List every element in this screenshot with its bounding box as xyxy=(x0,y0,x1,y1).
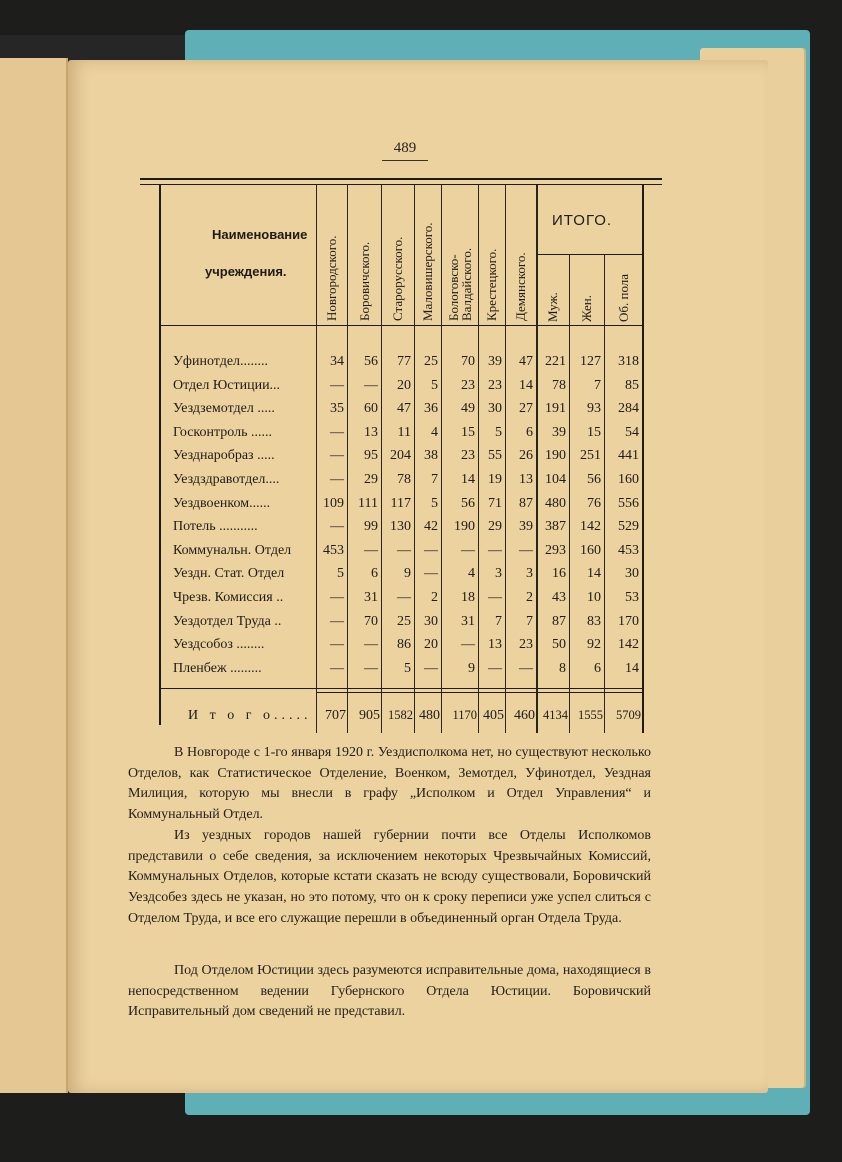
table-top-rule xyxy=(140,178,662,180)
table-cell: 104 xyxy=(545,472,566,487)
table-cell: 5 xyxy=(495,424,502,440)
table-cell: 453 xyxy=(323,542,344,558)
total-cell: 1555 xyxy=(578,708,603,722)
itogo-header-rule xyxy=(536,254,642,255)
column-header-6: Демянского. xyxy=(513,252,528,321)
table-cell: — xyxy=(488,590,502,605)
table-cell: — xyxy=(330,448,344,464)
table-cell: 6 xyxy=(526,424,533,440)
column-header-1: Боровичского. xyxy=(356,241,372,321)
table-cell: 70 xyxy=(364,613,378,629)
table-cell: 15 xyxy=(461,424,475,440)
table-cell: 204 xyxy=(390,448,411,464)
table-cell: 130 xyxy=(390,519,411,535)
table-cell: 3 xyxy=(495,566,502,582)
row-label: Уездотдел Труда .. xyxy=(173,613,282,629)
total-cell: 707 xyxy=(325,708,346,723)
paragraph-3: Под Отделом Юстиции здесь разумеются исправительные дома, находящиеся в непосредственном ведении Губернского Отдела Юстиции. Боровичский Исправительный дом сведений не представил. xyxy=(128,963,651,1020)
table-cell: — xyxy=(330,660,344,676)
table-cell: 42 xyxy=(424,519,438,535)
table-cell: 70 xyxy=(461,354,475,369)
table-cell: 85 xyxy=(625,377,639,393)
table-cell: 8 xyxy=(559,660,566,676)
table-cell: 49 xyxy=(461,401,475,417)
table-cell: 318 xyxy=(618,354,639,369)
table-cell: 221 xyxy=(545,354,566,369)
table-cell: 10 xyxy=(587,590,601,605)
table-cell: 34 xyxy=(330,354,344,369)
table-cell: 30 xyxy=(625,566,639,582)
table-cell: 71 xyxy=(488,495,502,511)
table-cell: 56 xyxy=(461,495,475,511)
table-cell: 191 xyxy=(545,401,566,417)
total-cell: 1170 xyxy=(452,708,477,722)
table-cell: 9 xyxy=(404,566,411,582)
table-cell: — xyxy=(330,590,344,605)
total-cell: 4134 xyxy=(543,708,568,722)
table-cell: 14 xyxy=(519,377,533,393)
total-label: И т о г о..... xyxy=(188,708,312,723)
table-cell: — xyxy=(424,660,438,676)
table-cell: 55 xyxy=(488,448,502,464)
column-header-2: Старорусского. xyxy=(390,236,405,321)
table-cell: 160 xyxy=(580,542,601,558)
table-cell: 19 xyxy=(488,472,502,487)
table-cell: 27 xyxy=(519,401,533,417)
table-cell: 15 xyxy=(587,424,601,440)
table-cell: 142 xyxy=(618,637,639,653)
paragraph-1: В Новгороде с 1-го января 1920 г. Уездисполкома нет, но существуют несколько Отделов, как Статистическое Отделение, Военком, Земотдел, Уфинотдел, Уездная Милиция, которую мы внесли в графу „Исполком и Отдел Управления“ и Коммунальный Отдел. xyxy=(128,745,651,823)
table-cell: — xyxy=(397,590,411,605)
row-label: Уезднаробраз ..... xyxy=(173,448,275,464)
table-cell: 14 xyxy=(625,660,639,676)
table-cell: 23 xyxy=(488,377,502,393)
table-cell: — xyxy=(519,660,533,676)
row-label: Уездн. Стат. Отдел xyxy=(173,566,285,582)
itogo-subheader-1: Жен. xyxy=(579,295,594,322)
table-cell: 78 xyxy=(397,472,411,487)
table-cell: 78 xyxy=(552,377,566,393)
table-cell: 453 xyxy=(618,542,639,558)
table-cell: 529 xyxy=(618,519,639,535)
table-cell: 13 xyxy=(364,424,378,440)
table-cell: 5 xyxy=(337,566,344,582)
table-cell: — xyxy=(330,377,344,393)
row-label: Чрезв. Комиссия .. xyxy=(173,590,284,605)
table-cell: 7 xyxy=(495,613,502,629)
table-cell: 83 xyxy=(587,613,601,629)
table-cell: — xyxy=(330,424,344,440)
table-cell: 93 xyxy=(587,401,601,417)
table-cell: 25 xyxy=(424,354,438,369)
row-label: Коммунальн. Отдел xyxy=(173,542,292,558)
table-cell: 16 xyxy=(552,566,566,582)
table-cell: 39 xyxy=(488,354,502,369)
table-cell: 47 xyxy=(397,401,411,417)
table-cell: 76 xyxy=(587,495,601,511)
table-cell: 117 xyxy=(390,495,411,511)
total-cell: 405 xyxy=(483,708,504,723)
left-page-edge xyxy=(0,58,68,1093)
table-cell: — xyxy=(461,637,475,653)
table-cell: — xyxy=(488,542,502,558)
total-cell: 460 xyxy=(514,708,535,723)
paragraph-2: Из уездных городов нашей губернии почти все Отделы Исполкомов представили о себе сведения, за исключением некоторых Чрезвычайных Комиссий, Коммунальных Отделов, которые кстати сказать не всюду существовали, Боровичский Уездсобез здесь не указан, но это потому, что он к сроку переписи уже успел слиться с Отделом Труда, и все его служащие перешли в объединенный орган Отдела Труда. xyxy=(128,828,651,926)
table-cell: 56 xyxy=(364,354,378,369)
table-cell: 29 xyxy=(364,472,378,487)
table-cell: 9 xyxy=(468,660,475,676)
table-cell: 26 xyxy=(519,448,533,464)
table-cell: 25 xyxy=(397,613,411,629)
table-cell: 109 xyxy=(323,495,344,511)
page-number: 489 xyxy=(393,140,417,156)
table-cell: — xyxy=(330,472,344,487)
table-cell: 293 xyxy=(545,542,566,558)
row-label: Уездвоенком...... xyxy=(173,495,271,511)
table-cell: 30 xyxy=(424,613,438,629)
row-label: Уфинотдел........ xyxy=(173,354,269,369)
table-cell: 127 xyxy=(580,354,601,369)
table-cell: 13 xyxy=(519,472,533,487)
table-right-border xyxy=(642,185,644,733)
table-cell: 23 xyxy=(461,448,475,464)
row-label: Уездземотдел ..... xyxy=(173,401,275,417)
table-cell: — xyxy=(519,542,533,558)
table-cell: — xyxy=(397,542,411,558)
row-label: Уездздравотдел.... xyxy=(173,472,280,487)
table-cell: 54 xyxy=(625,424,639,440)
table-cell: 142 xyxy=(580,519,601,535)
table-cell: 441 xyxy=(618,448,639,464)
table-cell: 6 xyxy=(371,566,378,582)
table-cell: 31 xyxy=(461,613,475,629)
table-cell: 190 xyxy=(454,519,475,535)
table-cell: 556 xyxy=(618,495,639,511)
table-cell: 95 xyxy=(364,448,378,464)
table-cell: — xyxy=(330,519,344,535)
table-cell: 190 xyxy=(545,448,566,464)
table-cell: 4 xyxy=(431,424,438,440)
table-cell: 53 xyxy=(625,590,639,605)
page-number-underline xyxy=(382,160,428,161)
table-cell: 387 xyxy=(545,519,566,535)
total-top-rule-2 xyxy=(316,692,642,693)
table-cell: 87 xyxy=(519,495,533,511)
table-cell: 480 xyxy=(545,495,566,511)
table-cell: — xyxy=(461,542,475,558)
table-cell: 284 xyxy=(618,401,639,417)
table-cell: 7 xyxy=(526,613,533,629)
table-cell: — xyxy=(364,637,378,653)
total-cell: 905 xyxy=(359,708,380,723)
row-label: Госконтроль ...... xyxy=(173,424,272,440)
table-cell: 2 xyxy=(431,590,438,605)
table-cell: 92 xyxy=(587,637,601,653)
table-cell: 5 xyxy=(431,377,438,393)
column-header-3: Маловишерского. xyxy=(420,222,435,321)
table-cell: 18 xyxy=(461,590,475,605)
table-cell: — xyxy=(424,566,438,582)
table-cell: 39 xyxy=(519,519,533,535)
row-label: Потель ........... xyxy=(173,519,258,535)
table-cell: — xyxy=(364,377,378,393)
table-cell: — xyxy=(364,542,378,558)
table-cell: — xyxy=(364,660,378,676)
table-cell: 60 xyxy=(364,401,378,417)
table-cell: 13 xyxy=(488,637,502,653)
table-top-rule-thin xyxy=(140,184,662,185)
table-cell: — xyxy=(424,542,438,558)
table-cell: 3 xyxy=(526,566,533,582)
column-header-4: Бологовско- Валдайского. xyxy=(445,247,474,321)
table-cell: 39 xyxy=(552,424,566,440)
table-cell: 31 xyxy=(364,590,378,605)
table-cell: 11 xyxy=(397,424,411,440)
table-cell: 5 xyxy=(404,660,411,676)
table-cell: 20 xyxy=(397,377,411,393)
table-left-border xyxy=(159,185,161,725)
name-header-line2: учреждения. xyxy=(205,264,287,279)
table-cell: 35 xyxy=(330,401,344,417)
table-cell: 14 xyxy=(587,566,601,582)
table-cell: 20 xyxy=(424,637,438,653)
table-cell: 160 xyxy=(618,472,639,487)
table-cell: 5 xyxy=(431,495,438,511)
table-cell: 47 xyxy=(519,354,533,369)
table-cell: — xyxy=(488,660,502,676)
table-cell: 87 xyxy=(552,613,566,629)
table-cell: 50 xyxy=(552,637,566,653)
itogo-subheader-2: Об. пола xyxy=(615,273,631,322)
total-cell: 480 xyxy=(419,708,440,723)
table-cell: 23 xyxy=(519,637,533,653)
row-label: Отдел Юстиции... xyxy=(173,377,281,393)
table-cell: 23 xyxy=(461,377,475,393)
table-cell: 14 xyxy=(461,472,475,487)
name-header-line1: Наименование xyxy=(212,227,308,242)
table-cell: 29 xyxy=(488,519,502,535)
table-cell: 2 xyxy=(526,590,533,605)
table-cell: — xyxy=(330,637,344,653)
table-cell: 86 xyxy=(397,637,411,653)
table-cell: 7 xyxy=(594,377,601,393)
total-cell: 1582 xyxy=(388,708,413,722)
table-cell: 36 xyxy=(424,401,438,417)
column-header-0: Новгородского. xyxy=(324,235,339,321)
table-cell: — xyxy=(330,613,344,629)
table-cell: 7 xyxy=(431,472,438,487)
total-cell: 5709 xyxy=(616,708,641,722)
table-cell: 30 xyxy=(488,401,502,417)
row-label: Пленбеж ......... xyxy=(173,660,262,676)
table-cell: 170 xyxy=(618,613,639,629)
table-cell: 6 xyxy=(594,660,601,676)
table-cell: 99 xyxy=(364,519,378,535)
table-cell: 43 xyxy=(552,590,566,605)
itogo-header: ИТОГО. xyxy=(552,212,613,229)
table-cell: 4 xyxy=(468,566,475,582)
itogo-subheader-0: Муж. xyxy=(545,292,560,322)
table-cell: 56 xyxy=(587,472,601,487)
row-label: Уездсобоз ........ xyxy=(173,637,265,653)
column-header-5: Крестецкого. xyxy=(484,248,499,321)
table-cell: 77 xyxy=(397,354,411,369)
table-cell: 38 xyxy=(424,448,438,464)
table-cell: 111 xyxy=(358,495,378,511)
table-cell: 251 xyxy=(580,448,601,464)
